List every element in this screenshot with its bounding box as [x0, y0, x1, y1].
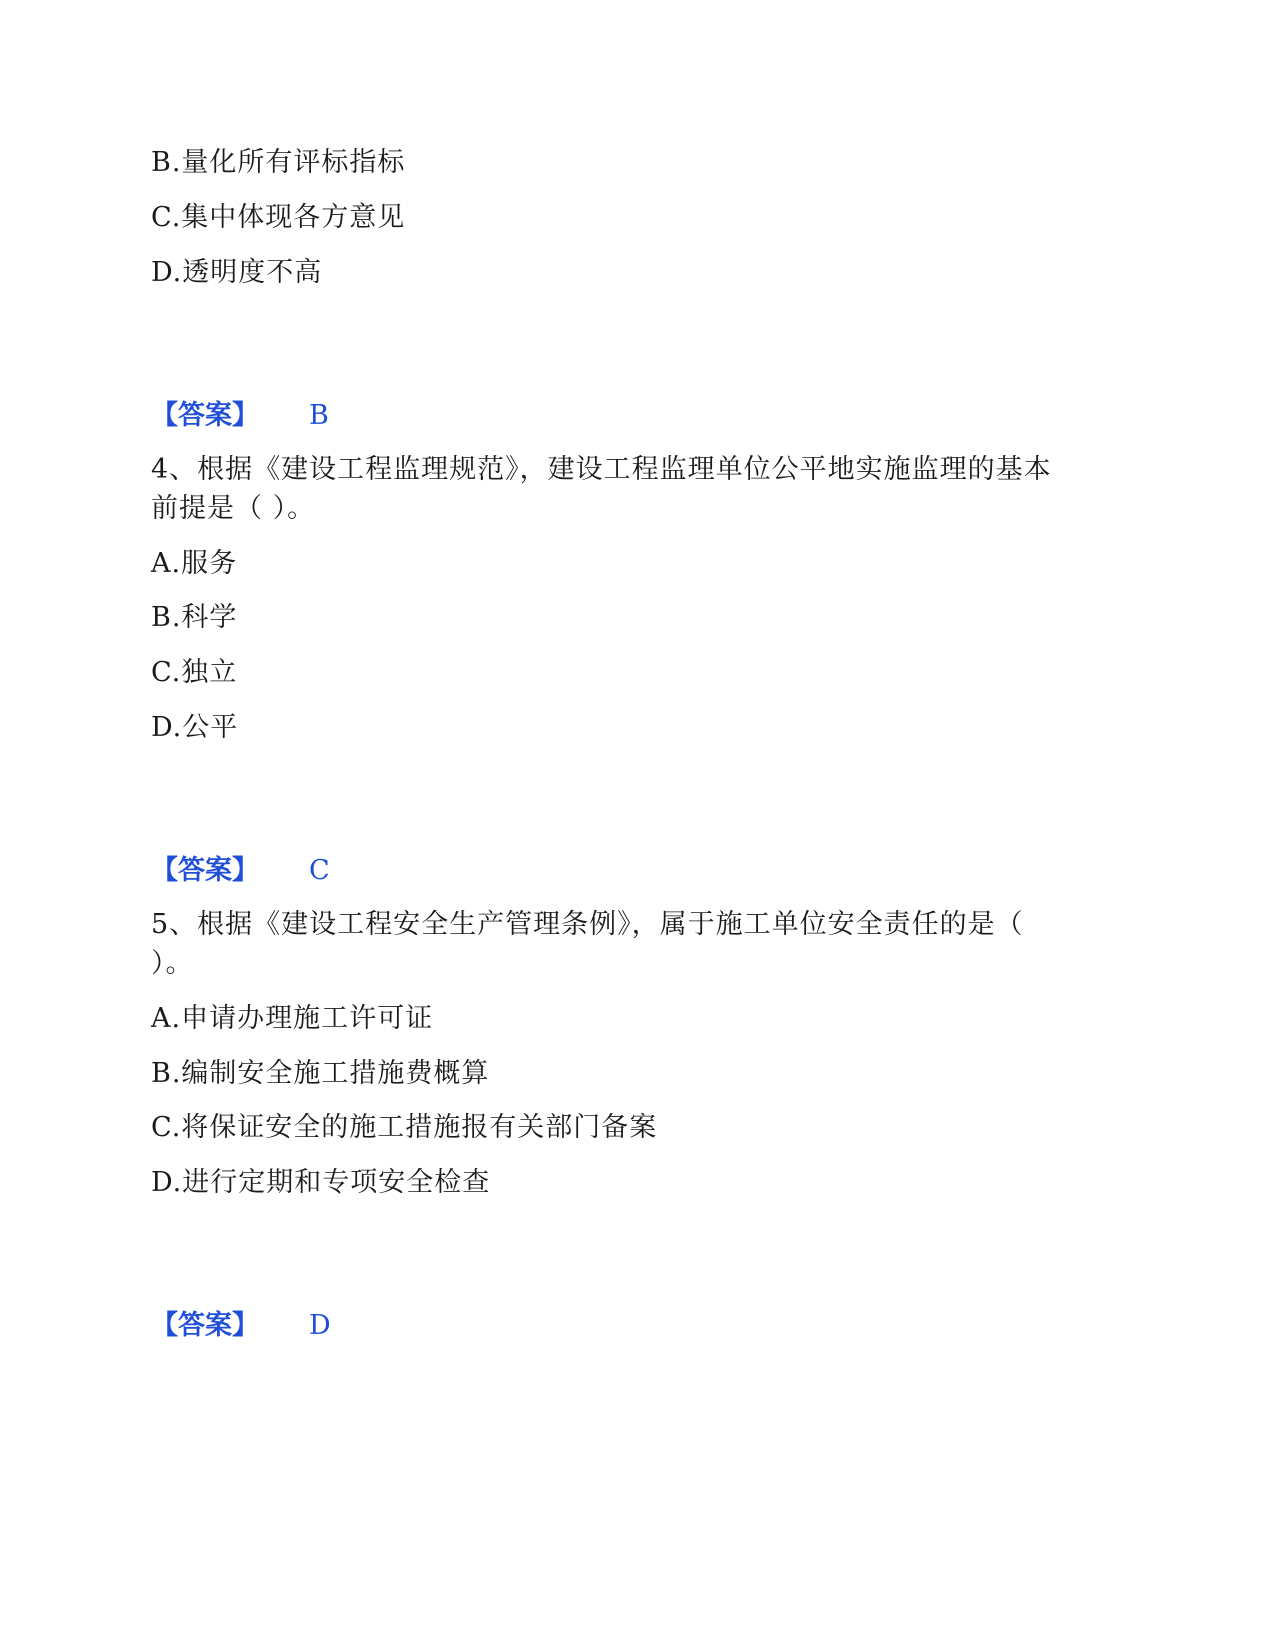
q3-answer	[151, 398, 329, 434]
q5-option-b: B.编制安全施工措施费概算	[151, 1058, 490, 1089]
q4-stem-line2: 前提是（ ）。	[151, 493, 316, 524]
q4-option-b: B.科学	[151, 602, 238, 633]
q5-option-a: A.申请办理施工许可证	[151, 1003, 434, 1034]
q5-option-c: C.将保证安全的施工措施报有关部门备案	[151, 1112, 658, 1143]
q5-stem-line2: ）。	[151, 948, 194, 979]
q5-stem-line1: 5、根据《建设工程安全生产管理条例》，属于施工单位安全责任的是（	[151, 909, 1024, 940]
answer-label: 【答案】	[151, 400, 259, 431]
answer-value: C	[309, 855, 330, 886]
q3-option-b: B.量化所有评标指标	[151, 147, 406, 178]
q3-option-d: D.透明度不高	[151, 257, 323, 288]
q4-stem-line1: 4、根据《建设工程监理规范》，建设工程监理单位公平地实施监理的基本	[151, 454, 1052, 485]
q4-answer	[151, 853, 330, 889]
q5-answer	[151, 1308, 331, 1344]
answer-label: 【答案】	[151, 1310, 259, 1341]
q4-option-a: A.服务	[151, 548, 238, 579]
q4-option-c: C.独立	[151, 657, 238, 688]
answer-value: B	[309, 400, 329, 431]
q4-option-d: D.公平	[151, 712, 239, 743]
answer-label: 【答案】	[151, 855, 259, 886]
q5-option-d: D.进行定期和专项安全检查	[151, 1167, 491, 1198]
answer-value: D	[309, 1310, 331, 1341]
q3-option-c: C.集中体现各方意见	[151, 202, 406, 233]
